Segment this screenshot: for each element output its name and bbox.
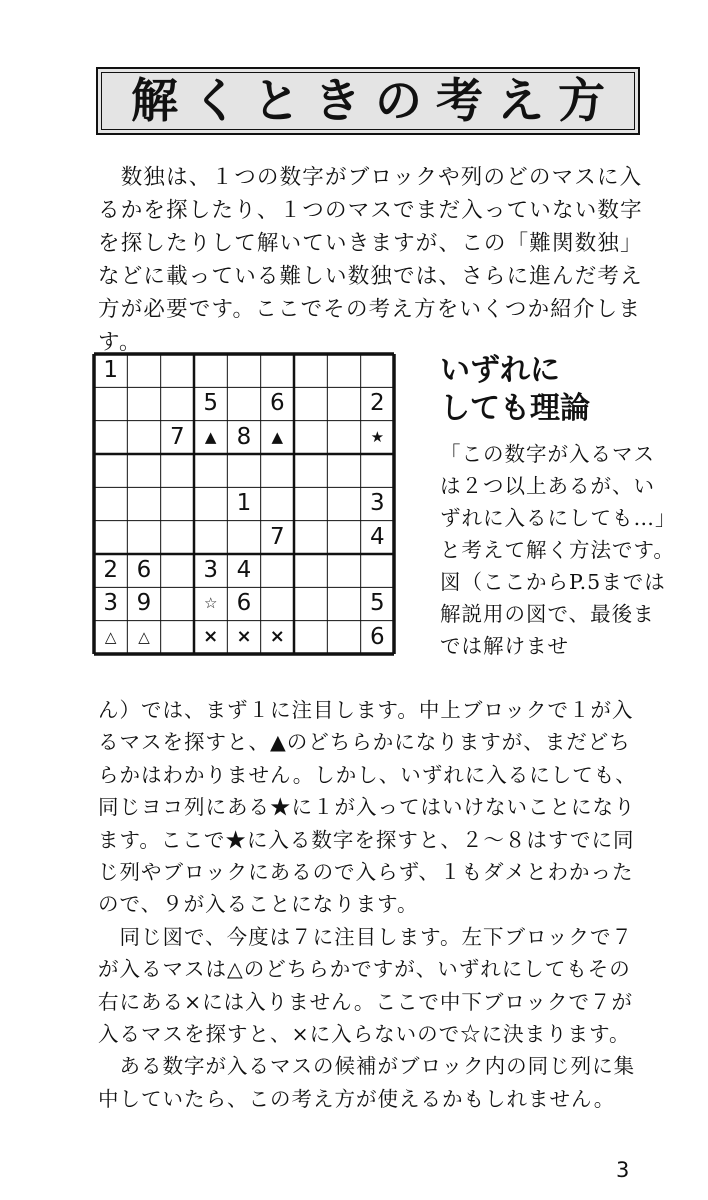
sudoku-cell-1-3: 5 <box>203 390 218 417</box>
page-title: 解くときの考え方 <box>131 73 619 129</box>
sudoku-cell-8-3: × <box>203 626 219 648</box>
sudoku-cell-5-5: 7 <box>270 523 285 550</box>
sudoku-cell-2-3: ▲ <box>204 427 217 446</box>
sudoku-cell-2-8: ★ <box>370 427 385 446</box>
section-heading-line1: いずれに <box>440 353 560 388</box>
section-heading <box>440 352 590 428</box>
sudoku-cell-2-4: 8 <box>236 423 252 450</box>
title-box <box>96 67 640 135</box>
sudoku-cell-8-1: △ <box>138 627 150 646</box>
sudoku-cell-4-8: 3 <box>370 490 385 517</box>
sudoku-cell-6-0: 2 <box>103 557 118 584</box>
main-paragraph: ん）では、まず１に注目します。中上ブロックで１が入るマスを探すと、▲のどちらかになりますが、まだどちらかはわかりません。しかし、いずれに入るにしても、同じヨコ列にある★に１が入ってはいけないことになります。ここで★に入る数字を探すと、２～８はすでに同じ列やブロックにあるので入らず、１もダメとわかったので、９が入ることになります。 同じ図で、今度は７に注目します。左下ブロックで７が入るマスは△のどちらかですが、いずれにしてもその右にある×には入りません。ここで中下ブロックで７が入るマスを探すと、×に入らないので☆に決まります。 ある数字が入るマスの候補がブロック内の同じ列に集中していたら、この考え方が使えるかもしれません。 <box>98 698 637 1111</box>
sudoku-cell-8-8: 6 <box>370 623 385 650</box>
sudoku-cell-1-8: 2 <box>370 390 385 417</box>
sudoku-cell-5-8: 4 <box>370 523 385 550</box>
sudoku-cell-7-8: 5 <box>370 590 385 617</box>
sudoku-diagram <box>92 352 396 656</box>
intro-paragraph: 数独は、１つの数字がブロックや列のどのマスに入るかを探したり、１つのマスでまだ入っていない数字を探したりして解いていきますが、この「難関数独」などに載っている難しい数独では、さらに進んだ考え方が必要です。ここでその考え方をいくつか紹介します。 <box>98 165 643 355</box>
sudoku-cell-2-2: 7 <box>170 423 185 450</box>
sudoku-cell-7-0: 3 <box>103 590 118 617</box>
sudoku-cell-2-5: ▲ <box>271 427 284 446</box>
side-paragraph: 「この数字が入るマスは２つ以上あるが、いずれに入るにしても…」と考えて解く方法です。 図（ここからP.5までは解説用の図で、最後までは解けませ <box>440 442 687 658</box>
sudoku-cell-7-1: 9 <box>136 590 152 617</box>
sudoku-cell-8-4: × <box>236 626 252 648</box>
sudoku-cell-7-4: 6 <box>236 590 252 617</box>
sudoku-cell-0-0: 1 <box>103 357 118 384</box>
sudoku-cell-4-4: 1 <box>236 490 252 517</box>
section-heading-line2: しても理論 <box>440 391 590 426</box>
sudoku-cell-8-5: × <box>269 626 285 648</box>
sudoku-cell-8-0: △ <box>104 627 117 646</box>
sudoku-cell-7-3: ☆ <box>203 594 218 613</box>
sudoku-cell-6-4: 4 <box>236 557 252 584</box>
sudoku-cell-1-5: 6 <box>270 390 285 417</box>
title-inner-frame <box>101 72 635 130</box>
page-number: 3 <box>616 1158 630 1182</box>
sudoku-cell-6-1: 6 <box>136 557 152 584</box>
sudoku-cell-6-3: 3 <box>203 557 218 584</box>
